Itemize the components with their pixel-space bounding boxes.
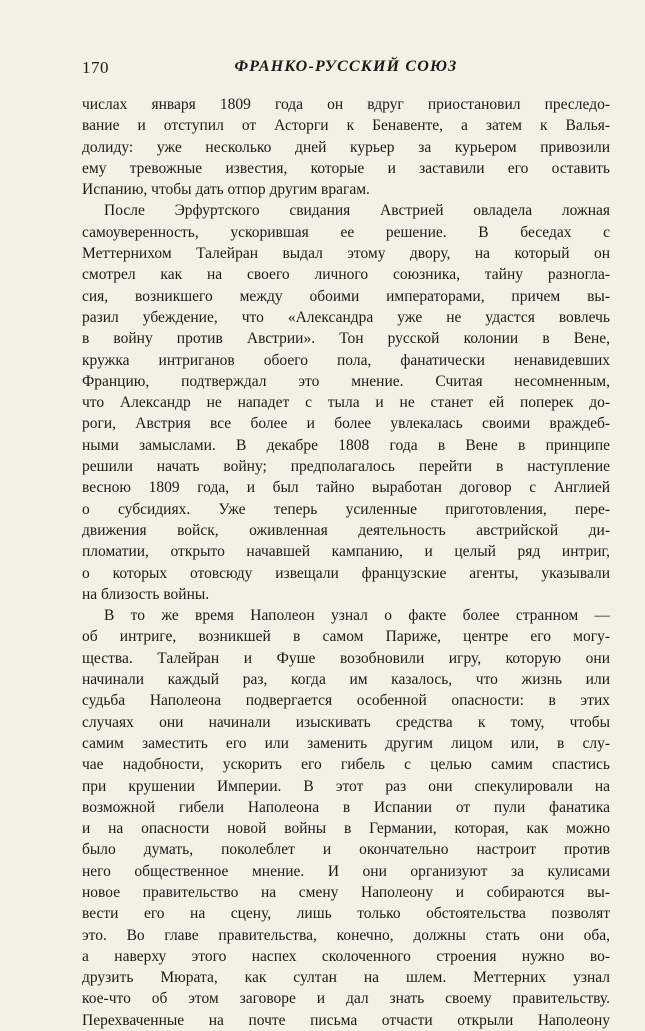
text-line: об интриге, возникшей в самом Париже, центре его могу- [82, 628, 610, 646]
text-line: Францию, подтверждал это мнение. Считая несомненным, [82, 372, 610, 390]
text-line: было думать, поколеблет и окончательно настроит против [82, 841, 610, 859]
text-line: начинали каждый раз, когда им казалось, что жизнь или [82, 671, 610, 689]
text-line: долиду: уже несколько дней курьер за курьером привозили [82, 138, 610, 156]
text-line: а наверху этого наспех сколоченного строения нужно во- [82, 947, 610, 965]
text-line: ему тревожные известия, которые и заставили его оставить [82, 159, 610, 177]
text-line: движения войск, оживленная деятельность австрийской ди- [82, 521, 610, 539]
text-line: Перехваченные на почте письма отчасти открыли Наполеону [82, 1011, 610, 1029]
text-line: ными замыслами. В декабре 1808 года в Вене в принципе [82, 436, 610, 454]
text-line: вести его на сцену, лишь только обстоятельства позволят [82, 905, 610, 923]
text-line: вание и отступил от Асторги к Бенавенте, а затем к Валья- [82, 117, 610, 135]
text-line: возможной гибели Наполеона в Испании от пули фанатика [82, 798, 610, 816]
text-line: это. Во главе правительства, конечно, должны стать они оба, [82, 926, 610, 944]
text-line: разил убеждение, что «Александра уже не удастся вовлечь [82, 308, 610, 326]
text-line: при крушении Империи. В этот раз они спекулировали на [82, 777, 610, 795]
text-line: на близость войны. [82, 585, 210, 603]
running-title: ФРАНКО-РУССКИЙ СОЮЗ [234, 58, 458, 75]
text-line: о которых отовсюду извещали французские агенты, указывали [82, 564, 610, 582]
body-text [82, 94, 610, 1031]
text-line: о субсидиях. Уже теперь усиленные приготовления, пере- [82, 500, 610, 518]
text-line: пломатии, открыто начавшей кампанию, и целый ряд интриг, [82, 543, 610, 561]
text-line: самим заместить его или заменить другим лицом или, в слу- [82, 734, 610, 752]
text-line: что Александр не нападет с тыла и не станет ей поперек до- [82, 394, 610, 412]
text-line: друзить Мюрата, как султан на шлем. Меттерних узнал [82, 969, 610, 987]
text-line: сия, возникшего между обоими императорами, причем вы- [82, 287, 610, 305]
text-line: и на опасности новой войны в Германии, которая, как можно [82, 820, 610, 838]
text-line: Меттернихом Талейран выдал этому двору, на который он [82, 245, 610, 263]
text-line: После Эрфуртского свидания Австрией овладела ложная [104, 202, 610, 220]
text-line: него общественное мнение. И они организуют за кулисами [82, 862, 610, 880]
running-head [82, 58, 610, 84]
text-line: щества. Талейран и Фуше возобновили игру, которую они [82, 649, 610, 667]
text-line: Испанию, чтобы дать отпор другим врагам. [82, 181, 370, 199]
text-line: решили начать войну; предполагалось перейти в наступление [82, 458, 610, 476]
text-line: В то же время Наполеон узнал о факте более странном — [104, 607, 610, 625]
text-line: самоуверенность, ускорившая ее решение. В беседах с [82, 223, 610, 241]
book-page [82, 58, 610, 1031]
text-line: роги, Австрия все более и более увлекалась своими враждеб- [82, 415, 610, 433]
text-line: кое-что об этом заговоре и дал знать своему правительству. [82, 990, 610, 1008]
text-line: судьба Наполеона подвергается особенной опасности: в этих [82, 692, 610, 710]
text-line: кружка интриганов обоего пола, фанатически ненавидевших [82, 351, 610, 369]
text-line: смотрел как на своего личного союзника, тайну разногла- [82, 266, 610, 284]
text-line: в войну против Австрии». Тон русской колонии в Вене, [82, 330, 610, 348]
text-line: новое правительство на смену Наполеону и собираются вы- [82, 883, 610, 901]
page-number: 170 [82, 58, 109, 77]
text-line: числах января 1809 года он вдруг приостановил преследо- [82, 96, 610, 113]
text-line: весною 1809 года, и был тайно выработан договор с Англией [82, 479, 610, 497]
text-line: чае надобности, ускорить его гибель с целью самим спастись [82, 756, 610, 774]
text-line: случаях они начинали изыскивать средства к тому, чтобы [82, 713, 610, 731]
